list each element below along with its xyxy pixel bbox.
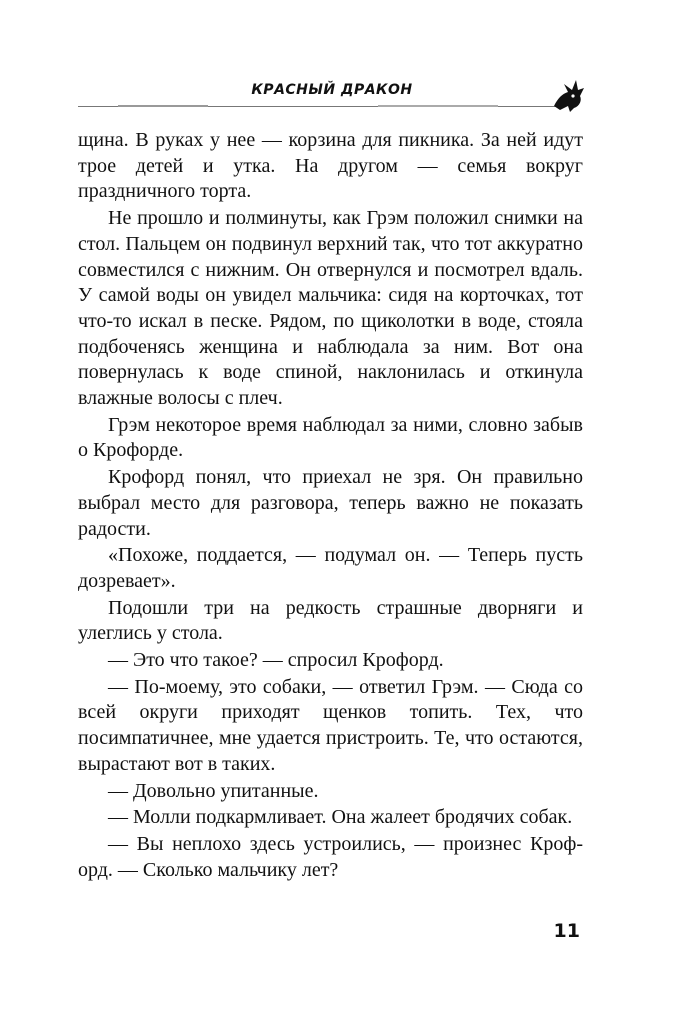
paragraph: щина. В руках у нее — корзина для пикника. За ней идут трое детей и утка. На другом — семья вокруг праздничного торта. [78, 129, 583, 203]
page-number: 11 [553, 920, 580, 942]
paragraph: Крофорд понял, что приехал не зря. Он правильно выбрал место для разговора, теперь важно не показать радости. [78, 466, 583, 540]
paragraph: — Молли подкармливает. Она жалеет бродячих собак. [108, 806, 573, 829]
paragraph: — Это что такое? — спросил Крофорд. [108, 649, 444, 672]
running-header [78, 76, 586, 122]
paragraph: Подошли три на редкость страшные дворняги и улеглись у стола. [78, 596, 583, 645]
paragraph: — Довольно упитанные. [108, 779, 319, 802]
paragraph: — Вы неплохо здесь устроились, — произнес Крофорд. — Сколько мальчику лет? [78, 832, 583, 881]
header-rule [78, 105, 556, 108]
paragraph: «Похоже, поддается, — подумал он. — Теперь пусть дозревает». [78, 544, 583, 592]
running-title: КРАСНЫЙ ДРАКОН [251, 82, 413, 98]
body-text [78, 128, 583, 883]
paragraph: Грэм некоторое время наблюдал за ними, словно забыв о Крофорде. [78, 413, 583, 462]
dragon-head-icon [548, 76, 588, 116]
paragraph: Не прошло и полминуты, как Грэм положил снимки на стол. Пальцем он подвинул верхний так, что тот аккуратно совместился с нижним. Он отвернулся и посмотрел вдаль. У самой воды он увидел мальчика: сидя на корточках, тот что-то искал в песке. Рядом, по щиколотки в воде, стояла подбоченясь женщина и наблюдала за ним. Вот она повернулась к воде спиной, наклонилась и откинула влажные волосы с плеч. [78, 207, 583, 410]
paragraph: — По-моему, это собаки, — ответил Грэм. — Сюда со всей округи приходят щенков топить. Тех, что посимпатичнее, мне удается пристроить. Те, что остаются, вырастают вот в таких. [78, 675, 583, 775]
